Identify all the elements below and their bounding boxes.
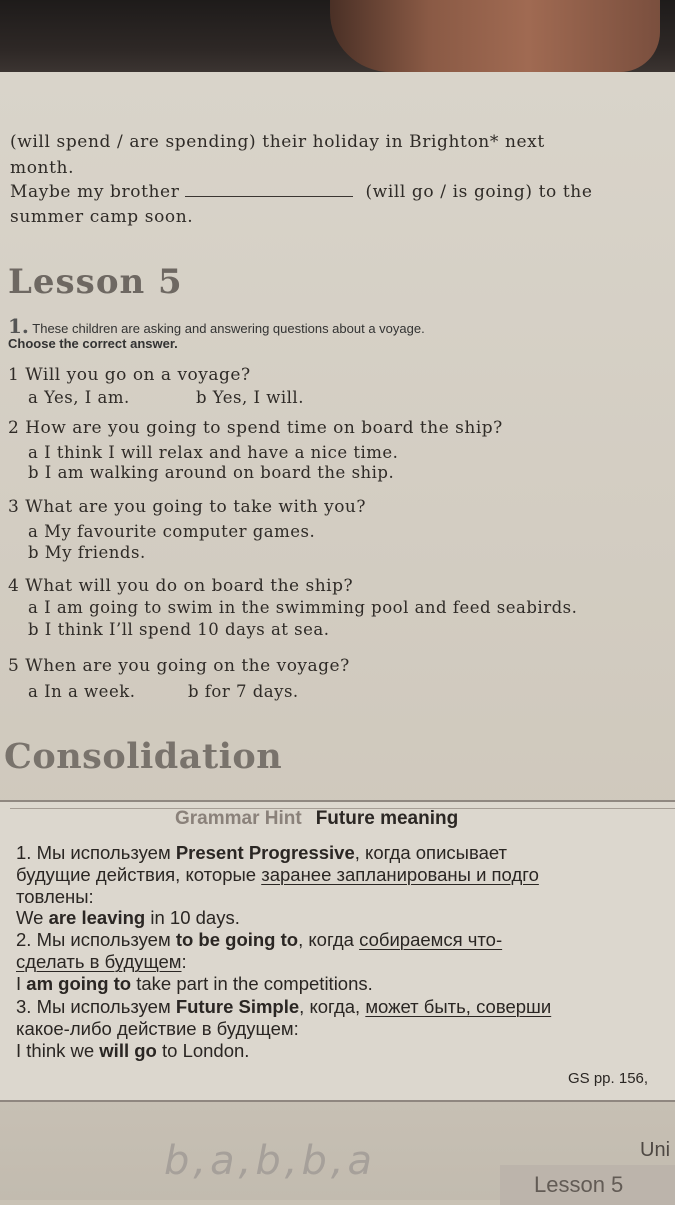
rule-text: : (181, 951, 187, 972)
prev-line-3-start: Maybe my brother (10, 182, 180, 202)
rule-text: , когда, (299, 996, 366, 1017)
question-5: 5 When are you going on the voyage? (8, 656, 350, 676)
answer-4b: b I think I’ll spend 10 days at sea. (28, 620, 330, 639)
prev-line-1: (will spend / are spending) their holiday in Brighton* next (10, 132, 545, 152)
exercise-number: 1. (8, 314, 29, 338)
footer-lesson: Lesson 5 (534, 1172, 624, 1197)
example-term: am going to (26, 973, 132, 994)
question-2: 2 How are you going to spend time on board the ship? (8, 418, 503, 438)
rule-text: будущие действия, которые (16, 864, 262, 885)
task-text: Choose the correct answer. (8, 336, 178, 351)
rule-term: Future Simple (175, 996, 300, 1017)
answer-5a: a In a week. (28, 682, 136, 701)
question-4: 4 What will you do on board the ship? (8, 576, 354, 596)
instruction-text: These children are asking and answering questions about a voyage. (32, 321, 425, 336)
rule-text: , когда (298, 929, 360, 950)
example-text: I think we (16, 1040, 100, 1061)
rule-underlined: может быть, соверши (365, 996, 552, 1017)
exercise-instruction (8, 314, 425, 338)
example-term: are leaving (48, 907, 146, 928)
question-3: 3 What are you going to take with you? (8, 497, 366, 517)
example-3 (16, 1040, 249, 1062)
grammar-hint-topic: Future meaning (315, 808, 459, 829)
answer-1a: a Yes, I am. (28, 388, 130, 407)
question-1: 1 Will you go on a voyage? (8, 365, 251, 385)
rule-underlined: собираемся что- (359, 929, 503, 950)
grammar-reference: GS pp. 156, (568, 1070, 649, 1087)
rule-1-line-1 (16, 842, 507, 864)
consolidation-title: Consolidation (4, 736, 283, 777)
rule-text: 3. Мы используем (16, 996, 176, 1017)
answer-blank[interactable] (185, 182, 353, 197)
example-2 (16, 973, 373, 995)
prev-line-3-end: (will go / is going) to the (365, 182, 593, 202)
prev-line-4: summer camp soon. (10, 207, 194, 227)
example-text: take part in the competitions. (131, 973, 373, 994)
example-text: I (16, 973, 27, 994)
rule-3-line-2: какое-либо действие в будущем: (16, 1018, 299, 1039)
example-1 (16, 907, 240, 929)
answer-1b: b Yes, I will. (196, 388, 304, 407)
photo-background-top (0, 0, 675, 72)
rule-underlined: сделать в будущем (16, 951, 182, 972)
example-text: in 10 days. (145, 907, 240, 928)
example-text: to London. (156, 1040, 250, 1061)
rule-1-line-3: товлены: (16, 886, 94, 907)
rule-3-line-1 (16, 996, 551, 1018)
rule-1-line-2 (16, 864, 539, 886)
handwritten-answers: b,a,b,b,a (164, 1138, 377, 1184)
prev-line-3 (10, 182, 593, 202)
prev-line-2: month. (10, 158, 75, 178)
rule-underlined: заранее запланированы и подго (261, 864, 539, 885)
answer-3b: b My friends. (28, 543, 146, 562)
lesson-title: Lesson 5 (8, 262, 183, 302)
footer-unit: Uni (640, 1139, 671, 1161)
rule-term: to be going to (175, 929, 299, 950)
rule-term: Present Progressive (175, 842, 355, 863)
answer-3a: a My favourite computer games. (28, 522, 316, 541)
grammar-hint-label: Grammar Hint (175, 808, 302, 829)
rule-text: , когда описывает (354, 842, 508, 863)
hand-shadow (330, 0, 660, 72)
rule-2-line-1 (16, 929, 502, 951)
answer-2b: b I am walking around on board the ship. (28, 463, 395, 482)
example-text: We (16, 907, 49, 928)
answer-2a: a I think I will relax and have a nice time. (28, 443, 399, 462)
example-term: will go (99, 1040, 157, 1061)
answer-5b: b for 7 days. (188, 682, 299, 701)
answer-4a: a I am going to swim in the swimming pool and feed seabirds. (28, 598, 578, 617)
rule-text: 1. Мы используем (16, 842, 176, 863)
grammar-hint-header (175, 808, 458, 830)
rule-2-line-2 (16, 951, 187, 973)
rule-text: 2. Мы используем (16, 929, 176, 950)
